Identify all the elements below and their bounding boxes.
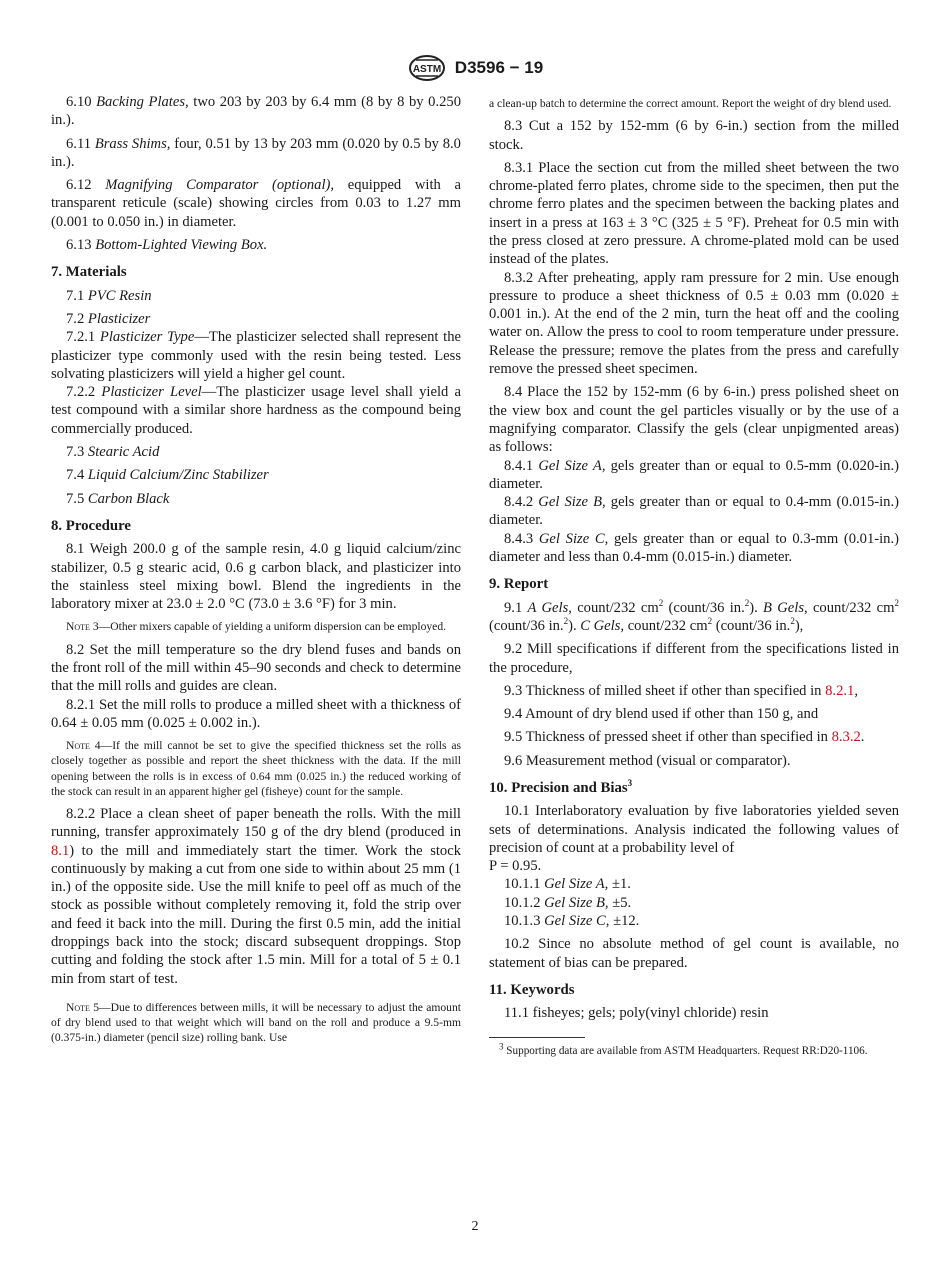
section-7-2-1: 7.2.1 Plasticizer Type—The plasticizer selected shall represent the plasticizer type commonly used with the resin being tested. Less solvating plasticizers will yield a higher gel count.: [51, 329, 461, 382]
section-8-3: 8.3 Cut a 152 by 152-mm (6 by 6-in.) section from the milled stock.: [489, 118, 899, 153]
page-header: [0, 54, 950, 82]
footnote-divider: [489, 1037, 585, 1038]
section-8-4: 8.4 Place the 152 by 152-mm (6 by 6-in.) press polished sheet on the view box and count the gel particles visually or by the use of a magnifying comparator. Classify the gels (clear unpigmented areas) as follows:: [489, 384, 899, 456]
heading-materials: 7. Materials: [51, 264, 127, 281]
section-6-11: 6.11 Brass Shims, four, 0.51 by 13 by 203 mm (0.020 by 0.5 by 8.0 in.).: [51, 135, 461, 170]
section-10-1-3: 10.1.3 Gel Size C, ±12.: [504, 913, 640, 930]
section-8-3-1: 8.3.1 Place the section cut from the milled sheet between the two chrome-plated ferro plates, chrome side to the specimen, then put the chrome ferro plates and the specimen between the backing plates and insert in a press at 163 ± 3 °C (325 ± 5 °F). Preheat for 0.5 min with the press closed at zero pressure. A chrome-plated mold can be used instead of the plates.: [489, 159, 899, 268]
section-10-1: 10.1 Interlaboratory evaluation by five laboratories yielded seven sets of determinations. Analysis indicated the following values of precision of count at a probability level of P = 0.95.: [489, 803, 899, 875]
link-8-2-1[interactable]: 8.2.1: [825, 682, 855, 699]
section-7-5: 7.5 Carbon Black: [66, 490, 170, 507]
section-8-4-3: 8.4.3 Gel Size C, gels greater than or equal to 0.3-mm (0.01-in.) diameter and less than 0.4-mm (0.015-in.) diameter.: [489, 530, 899, 566]
section-8-2-2: 8.2.2 Place a clean sheet of paper beneath the rolls. With the mill running, transfer approximately 150 g of the dry blend (produced in 8.1) to the mill and immediately start the timer. Work the stock continuously by making a cut from one side to within about 25 mm (1 in.) of the opposite side. Use the mill knife to peel off as much of the stock as possible without completely removing it, fold the strip over and feed it back into the mill. During the first 0.5 min, add the initial droppings back into the stock; discard subsequent droppings. Stop cutting and folding the stock after 1.5 min. Mill for a total of 5 ± 0.1 min from start of test.: [51, 805, 461, 987]
section-9-2: 9.2 Mill specifications if different from the specifications listed in the procedure,: [489, 641, 899, 676]
heading-report: 9. Report: [489, 576, 549, 593]
svg-text:ASTM: ASTM: [412, 64, 441, 75]
section-6-10: 6.10 Backing Plates, two 203 by 203 by 6.4 mm (8 by 8 by 0.250 in.).: [51, 94, 461, 129]
section-6-13: 6.13 Bottom-Lighted Viewing Box.: [66, 237, 268, 254]
section-8-4-2: 8.4.2 Gel Size B, gels greater than or equal to 0.4-mm (0.015-in.) diameter.: [489, 494, 899, 529]
note-5-continued: a clean-up batch to determine the correct amount. Report the weight of dry blend used.: [489, 97, 892, 110]
section-8-2: 8.2 Set the mill temperature so the dry blend fuses and bands on the front roll of the mill within 45–90 seconds and check to determine that the mill rolls and guides are clean.: [51, 641, 461, 695]
note-4: Note 4—If the mill cannot be set to give the specified thickness set the rolls as closely together as possible and report the sheet thickness with the data. If the mill opening between the rolls is in excess of 0.64 mm (0.025 in.) the reduced working of the stock can result in an apparent higher gel (fisheye) count for the sample.: [51, 739, 461, 798]
section-7-2: 7.2 Plasticizer: [66, 310, 151, 327]
heading-procedure: 8. Procedure: [51, 517, 131, 534]
section-9-4: 9.4 Amount of dry blend used if other than 150 g, and: [504, 706, 819, 723]
section-7-3: 7.3 Stearic Acid: [66, 444, 160, 461]
heading-keywords: 11. Keywords: [489, 981, 575, 998]
section-8-3-2: 8.3.2 After preheating, apply ram pressure for 2 min. Use enough pressure to produce a sheet thickness of 0.5 ± 0.03 mm (0.020 ± 0.001 in.). At the end of the 2 min, turn the heat off and the cooling water on. Allow the press to cool to room temperature under pressure. Release the pressure; remove the plates from the press and carefully remove the pressed sheet specimen.: [489, 269, 899, 378]
section-7-4: 7.4 Liquid Calcium/Zinc Stabilizer: [66, 467, 269, 484]
document-id: D3596 − 19: [454, 58, 544, 77]
section-9-3: 9.3 Thickness of milled sheet if other than specified in 8.2.1,: [504, 682, 858, 699]
section-7-1: 7.1 PVC Resin: [66, 287, 152, 304]
astm-logo-icon: [407, 54, 447, 82]
section-8-2-1: 8.2.1 Set the mill rolls to produce a milled sheet with a thickness of 0.64 ± 0.05 mm (0.025 ± 0.002 in.).: [51, 696, 461, 731]
section-10-1-2: 10.1.2 Gel Size B, ±5.: [504, 894, 632, 911]
section-6-12: 6.12 Magnifying Comparator (optional), equipped with a transparent reticule (scale) showing circles from 0.03 to 1.27 mm (0.001 to 0.050 in.) in diameter.: [51, 177, 461, 230]
section-8-4-1: 8.4.1 Gel Size A, gels greater than or equal to 0.5-mm (0.020-in.) diameter.: [489, 457, 899, 492]
note-5: Note 5—Due to differences between mills, it will be necessary to adjust the amount of dry blend used to that weight which will band on the roll and produce a 9.5-mm (0.375-in.) diameter (pencil size) rolling bank. Use: [51, 1000, 461, 1045]
heading-precision-bias: 10. Precision and Bias$^3$: [489, 778, 633, 796]
footnote-3: $^3$ Supporting data are available from ASTM Headquarters. Request RR:D20-1106.: [499, 1040, 868, 1057]
left-column: [51, 93, 461, 1052]
link-8-3-2[interactable]: 8.3.2: [831, 729, 861, 746]
section-11-1: 11.1 fisheyes; gels; poly(vinyl chloride) resin: [504, 1005, 769, 1022]
page-number: 2: [471, 1219, 479, 1234]
section-8-1: 8.1 Weigh 200.0 g of the sample resin, 4.0 g liquid calcium/zinc stabilizer, 0.5 g stearic acid, 0.6 g carbon black, and plasticizer into the stainless steel mixing bowl. Blend the ingredients in the laboratory mixer at 23.0 ± 2.0 °C (73.0 ± 3.6 °F) for 3 min.: [51, 541, 461, 613]
section-10-1-1: 10.1.1 Gel Size A, ±1.: [504, 876, 631, 893]
link-8-1[interactable]: 8.1: [51, 842, 70, 859]
right-column: [489, 96, 899, 1058]
section-9-6: 9.6 Measurement method (visual or comparator).: [504, 752, 791, 769]
section-10-2: 10.2 Since no absolute method of gel count is available, no statement of bias can be prepared.: [489, 936, 899, 971]
section-9-5: 9.5 Thickness of pressed sheet if other than specified in 8.3.2.: [504, 729, 865, 746]
note-3: Note 3—Other mixers capable of yielding a uniform dispersion can be employed.: [66, 620, 447, 634]
section-9-1: 9.1 A Gels, count/232 $cm^2$ (count/36 in.$^2$). B Gels, count/232 $cm^2$ (count/36 in.$^2$). C Gels, count/232 $cm^2$ (count/36 in.$^2$),: [489, 597, 899, 634]
section-7-2-2: 7.2.2 Plasticizer Level—The plasticizer usage level shall yield a test compound with a similar shore hardness as the compound being commercially produced.: [51, 384, 461, 437]
